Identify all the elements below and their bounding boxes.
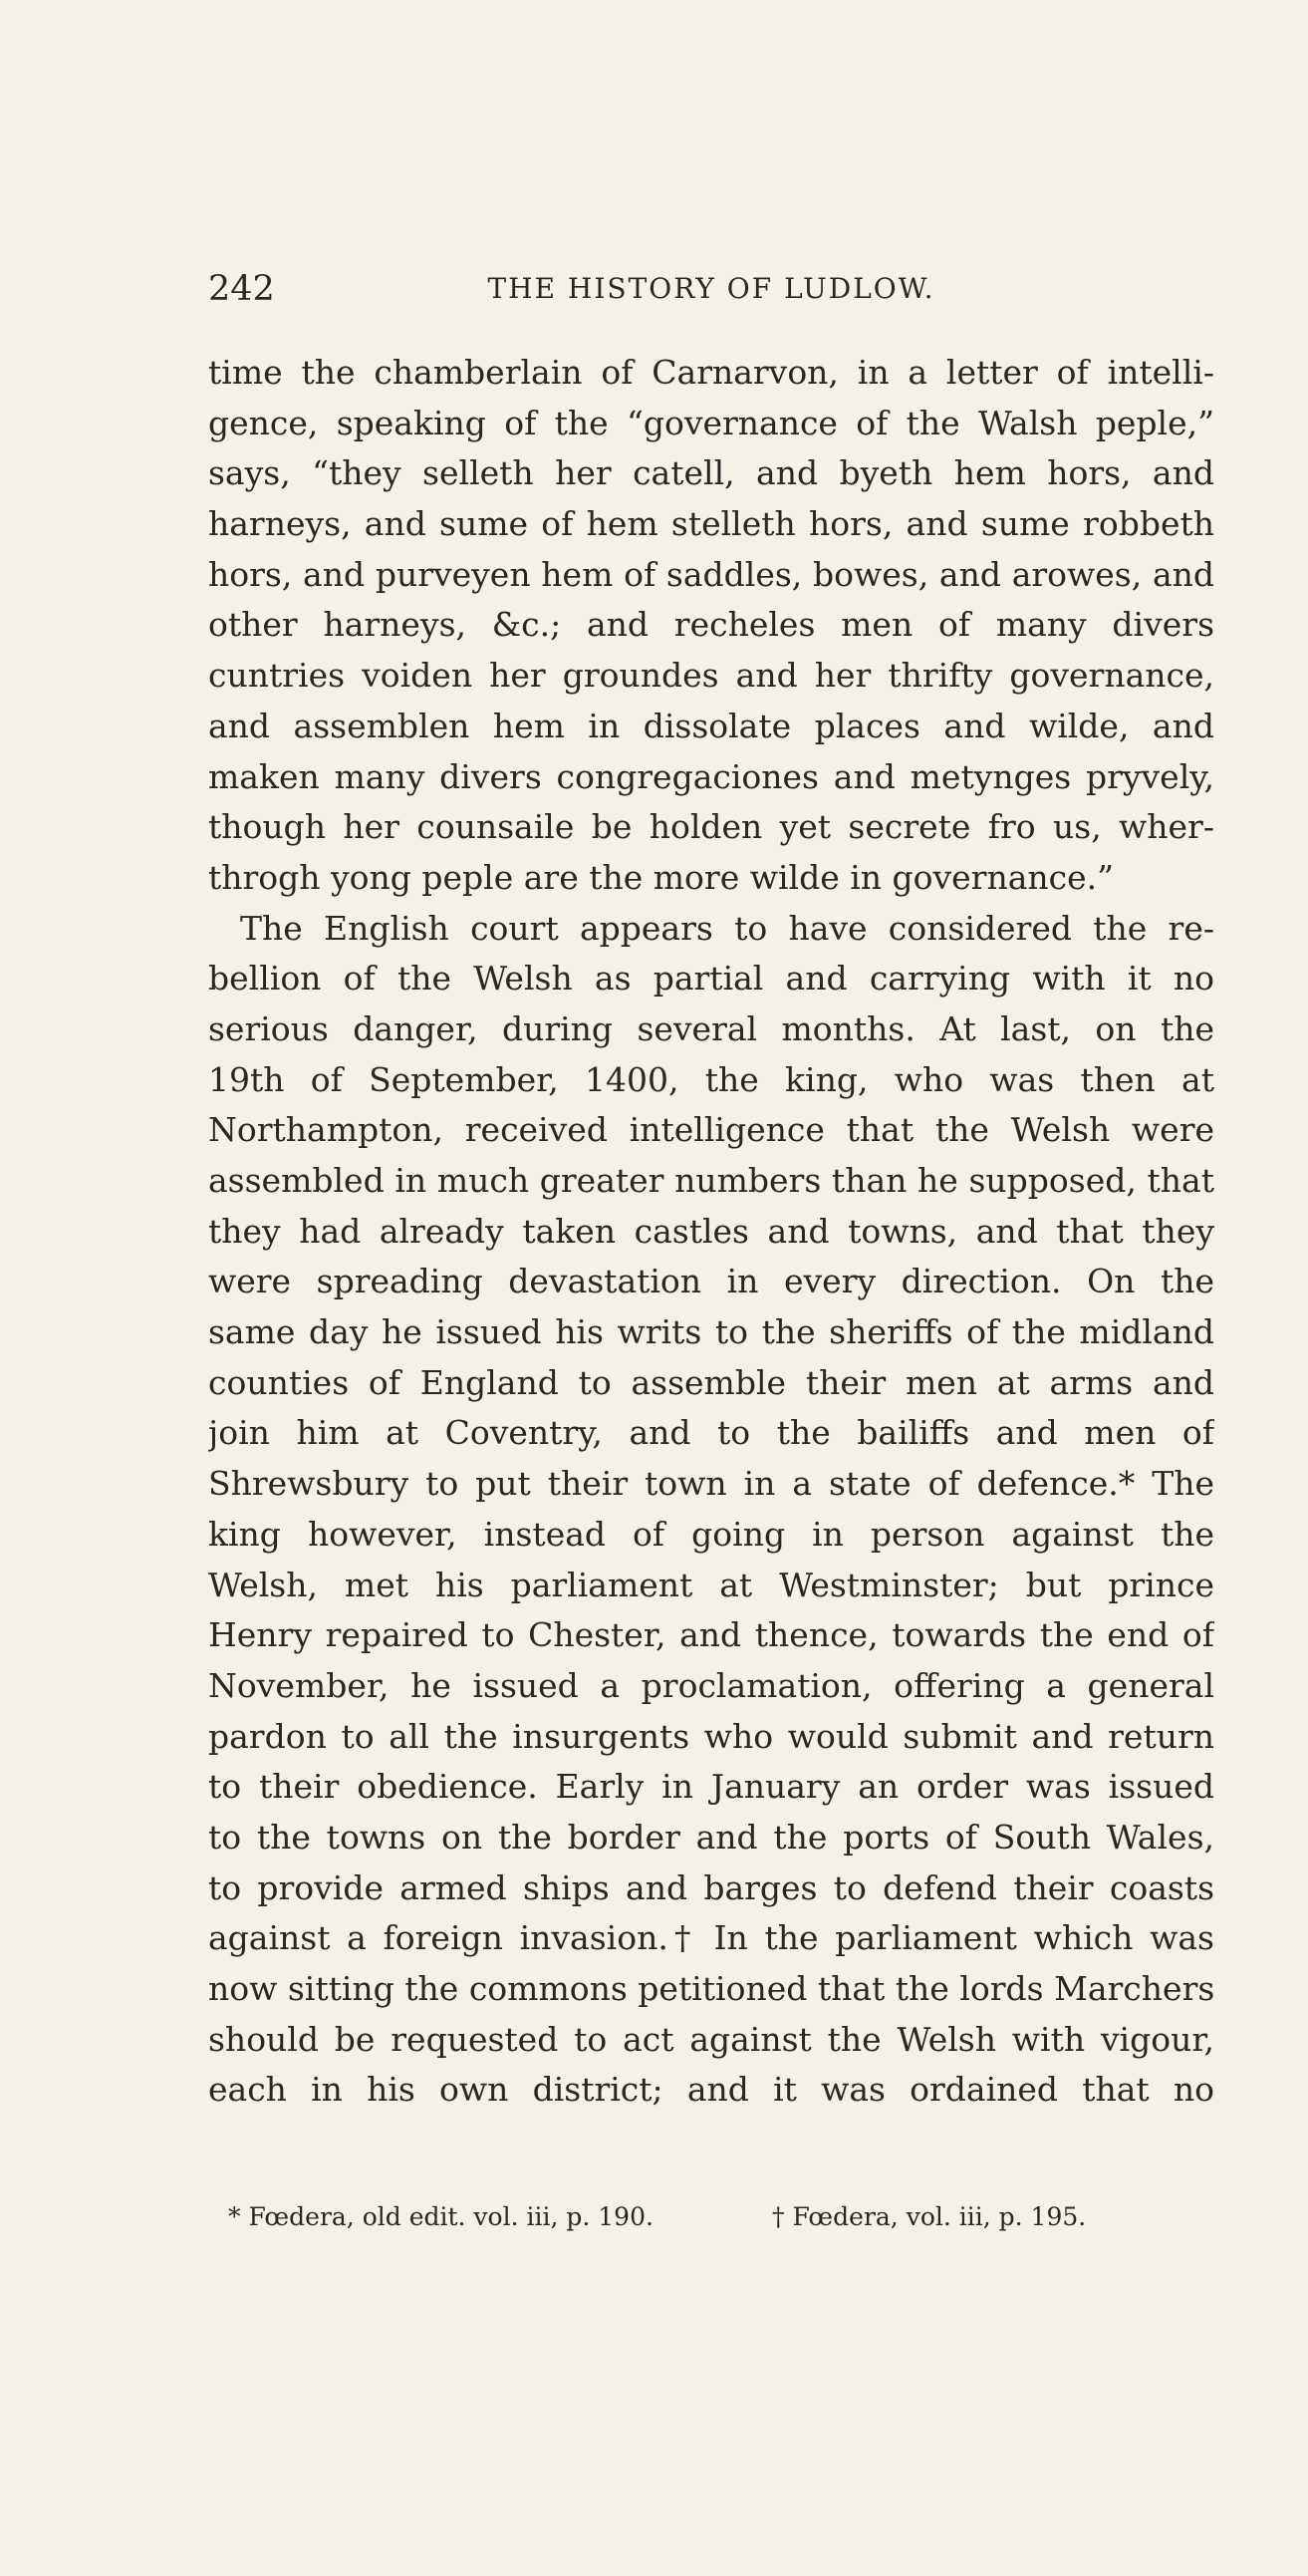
text-line: Shrewsbury to put their town in a state of defence.* The — [208, 1464, 1214, 1504]
text-line: counties of England to assemble their men at arms and — [208, 1362, 1214, 1402]
text-line: maken many divers congregaciones and metynges pryvely, — [208, 756, 1214, 796]
text-line: cuntries voiden her groundes and her thrifty governance, — [208, 656, 1214, 696]
text-line: same day he issued his writs to the sheriffs of the midland — [208, 1312, 1214, 1352]
text-line: November, he issued a proclamation, offering a general — [208, 1665, 1214, 1705]
body-text — [208, 348, 1214, 2116]
text-line: to their obedience. Early in January an order was issued — [208, 1767, 1214, 1807]
text-line: and assemblen hem in dissolate places and wilde, and — [208, 706, 1214, 745]
text-line: Welsh, met his parliament at Westminster; but prince — [208, 1565, 1214, 1604]
text-line: join him at Coventry, and to the bailiffs and men of — [208, 1413, 1214, 1453]
text-line: 19th of September, 1400, the king, who was then at — [208, 1059, 1214, 1099]
text-line: king however, instead of going in person against the — [208, 1514, 1214, 1554]
text-line: should be requested to act against the Welsh with vigour, — [208, 2019, 1214, 2059]
text-line: pardon to all the insurgents who would submit and return — [208, 1716, 1214, 1756]
text-line: now sitting the commons petitioned that the lords Marchers — [208, 1969, 1214, 2008]
text-line: throgh yong peple are the more wilde in governance.” — [208, 857, 1114, 897]
text-line: against a foreign invasion.† In the parliament which was — [208, 1918, 1214, 1958]
page-number: 242 — [208, 269, 275, 309]
text-line: assembled in much greater numbers than he supposed, that — [208, 1161, 1214, 1200]
text-line: hors, and purveyen hem of saddles, bowes, and arowes, and — [208, 554, 1214, 594]
page-header — [208, 265, 1214, 313]
footnote: † Fœdera, vol. iii, p. 195. — [772, 2202, 1087, 2231]
text-line: The English court appears to have considered the re- — [240, 908, 1214, 948]
text-line: were spreading devastation in every direction. On the — [208, 1262, 1214, 1301]
text-line: bellion of the Welsh as partial and carrying with it no — [208, 959, 1214, 999]
footnotes — [208, 2197, 1214, 2237]
text-line: though her counsaile be holden yet secrete fro us, wher- — [208, 807, 1214, 847]
footnote: * Fœdera, old edit. vol. iii, p. 190. — [228, 2202, 654, 2231]
running-head: THE HISTORY OF LUDLOW. — [487, 272, 935, 305]
text-line: Henry repaired to Chester, and thence, towards the end of — [208, 1615, 1214, 1655]
text-line: gence, speaking of the “governance of the Walsh peple,” — [208, 403, 1214, 442]
text-line: serious danger, during several months. At last, on the — [208, 1008, 1214, 1048]
text-line: time the chamberlain of Carnarvon, in a letter of intelli- — [208, 353, 1214, 392]
text-line: says, “they selleth her catell, and byeth hem hors, and — [208, 453, 1214, 493]
text-line: other harneys, &c.; and recheles men of many divers — [208, 605, 1214, 645]
text-line: harneys, and sume of hem stelleth hors, and sume robbeth — [208, 504, 1214, 544]
text-line: Northampton, received intelligence that the Welsh were — [208, 1110, 1214, 1150]
text-line: each in his own district; and it was ordained that no — [208, 2070, 1214, 2110]
text-line: to the towns on the border and the ports of South Wales, — [208, 1817, 1214, 1857]
text-line: they had already taken castles and towns, and that they — [208, 1211, 1214, 1251]
text-line: to provide armed ships and barges to defend their coasts — [208, 1867, 1214, 1907]
